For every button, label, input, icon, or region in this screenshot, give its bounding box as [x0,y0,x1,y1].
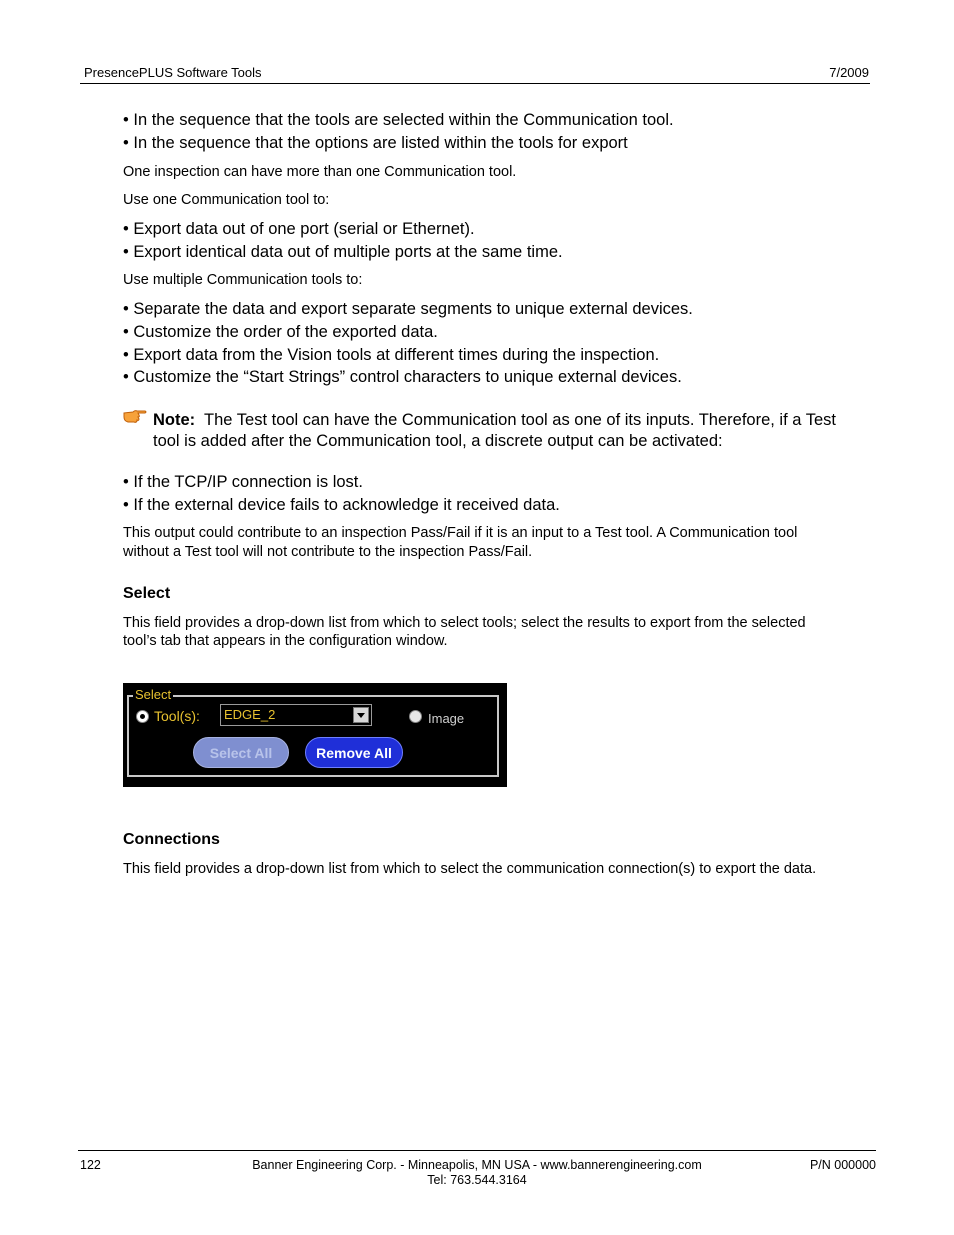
list-item: • Customize the order of the exported data. [123,323,438,341]
select-all-button[interactable]: Select All [193,737,289,768]
paragraph: Use multiple Communication tools to: [123,272,363,288]
page-number: 122 [80,1158,101,1172]
list-item: • Customize the “Start Strings” control characters to unique external devices. [123,368,682,386]
dropdown-value: EDGE_2 [224,707,276,722]
paragraph: This field provides a drop-down list from which to select the communication connection(s) to export the data. [123,861,817,877]
tools-dropdown[interactable] [220,704,372,726]
note-line-2: tool is added after the Communication tool, a discrete output can be activated: [153,432,723,450]
footer-company: Banner Engineering Corp. - Minneapolis, MN USA - www.bannerengineering.com [252,1158,702,1172]
header-date: 7/2009 [829,65,869,80]
note-text: The Test tool can have the Communication tool as one of its inputs. Therefore, if a Test [204,411,836,429]
tools-radio[interactable] [136,710,149,723]
paragraph: tool’s tab that appears in the configuration window. [123,633,448,649]
footer-phone: Tel: 763.544.3164 [427,1173,527,1187]
paragraph: One inspection can have more than one Communication tool. [123,164,517,180]
list-item: • Export data out of one port (serial or Ethernet). [123,220,475,238]
note-label: Note: [153,411,196,429]
remove-all-button[interactable]: Remove All [305,737,403,768]
tools-label: Tool(s): [154,708,200,724]
paragraph: without a Test tool will not contribute to the inspection Pass/Fail. [123,544,533,560]
chevron-down-icon [357,713,365,718]
group-label: Select [135,687,172,702]
radio-dot-icon [140,714,145,719]
list-item: • In the sequence that the options are listed within the tools for export [123,134,628,152]
list-item: • If the external device fails to acknowledge it received data. [123,496,560,514]
list-item: • In the sequence that the tools are selected within the Communication tool. [123,111,674,129]
image-label: Image [428,711,465,726]
paragraph: This field provides a drop-down list from which to select tools; select the results to export from the selected [123,615,806,631]
list-item: • If the TCP/IP connection is lost. [123,473,363,491]
header-rule [80,83,870,84]
footer-rule [78,1150,876,1151]
paragraph: Use one Communication tool to: [123,192,330,208]
note-line-1 [153,409,836,432]
section-heading-connections: Connections [123,831,220,848]
header-title: PresencePLUS Software Tools [84,65,262,80]
part-number: P/N 000000 [809,1158,876,1172]
dropdown-arrow-button[interactable] [353,707,369,723]
list-item: • Export identical data out of multiple ports at the same time. [123,243,563,261]
pointing-hand-icon [123,407,147,423]
list-item: • Export data from the Vision tools at different times during the inspection. [123,346,660,364]
list-item: • Separate the data and export separate segments to unique external devices. [123,300,693,318]
image-radio[interactable] [409,710,422,723]
paragraph: This output could contribute to an inspection Pass/Fail if it is an input to a Test tool. A Communication tool [123,525,798,541]
select-panel-screenshot [123,683,507,787]
section-heading-select: Select [123,585,171,602]
